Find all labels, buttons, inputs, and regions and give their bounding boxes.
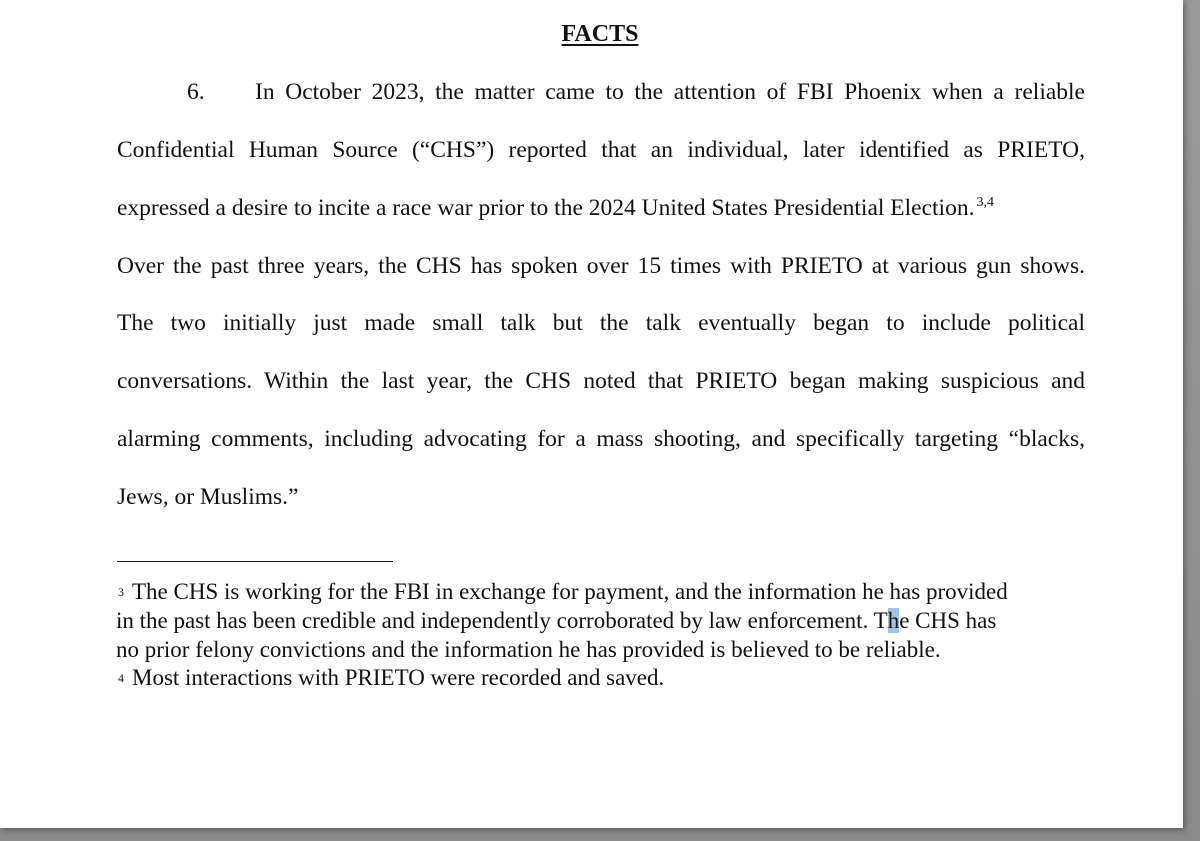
text-selection-highlight[interactable]: h [887,608,900,633]
footnote-3-line-3: no prior felony convictions and the information he has provided is believed to be reliable. [116,637,941,662]
paragraph-line: Jews, or Muslims.” [117,484,299,510]
footnote-4 [116,663,1082,693]
footnote-3-line-2 [116,606,1082,635]
paragraph-line: Confidential Human Source (“CHS”) reported that an individual, later identified as PRIETO, [117,137,1085,163]
footnote-line: e CHS has [899,608,997,633]
footnote-reference[interactable]: 3,4 [976,195,994,210]
footnote-3 [116,577,1082,607]
footnote-line: The CHS is working for the FBI in exchange for payment, and the information he has provided [132,579,1008,604]
paragraph-number: 6. [187,79,205,105]
paragraph-line: Over the past three years, the CHS has spoken over 15 times with PRIETO at various gun shows. [117,253,1085,279]
footnote-line: in the past has been credible and independently corroborated by law enforcement. T [116,608,888,633]
section-heading [0,18,1200,50]
footnote-mark: 3 [118,585,124,599]
paragraph-line: The two initially just made small talk but the talk eventually began to include political [117,310,1085,336]
paragraph-line: conversations. Within the last year, the CHS noted that PRIETO began making suspicious and [117,368,1085,394]
footnote-separator [117,561,393,562]
footnote-mark: 4 [118,671,124,685]
paragraph-line: In October 2023, the matter came to the attention of FBI Phoenix when a reliable [255,79,1085,105]
paragraph-line-text: expressed a desire to incite a race war prior to the 2024 United States Presidential Election. [117,195,975,221]
footnote-line: Most interactions with PRIETO were recorded and saved. [132,665,665,690]
section-heading-text: FACTS [561,21,639,47]
paragraph-line [117,193,994,223]
paragraph-line: alarming comments, including advocating for a mass shooting, and specifically targeting “blacks, [117,426,1085,452]
